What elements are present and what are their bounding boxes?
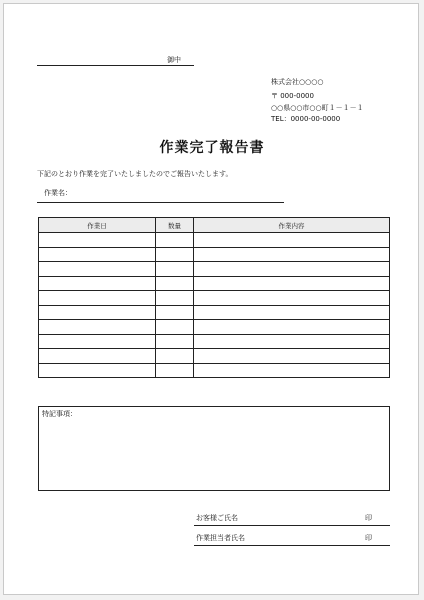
table-row (39, 363, 390, 378)
cell-date[interactable] (39, 262, 156, 277)
cell-content[interactable] (194, 320, 390, 335)
table-header-row (39, 218, 390, 233)
customer-signature-line (194, 525, 390, 526)
cell-content[interactable] (194, 291, 390, 306)
header-quantity: 数量 (156, 218, 194, 233)
cell-content[interactable] (194, 305, 390, 320)
table-row (39, 320, 390, 335)
cell-date[interactable] (39, 320, 156, 335)
remarks-label: 特記事項： (42, 410, 77, 418)
cell-date[interactable] (39, 291, 156, 306)
company-address: ○○県○○市○○町１－１－１ (271, 104, 364, 112)
cell-date[interactable] (39, 349, 156, 364)
table-row (39, 247, 390, 262)
customer-name-label: お客様ご氏名 (196, 514, 238, 522)
cell-content[interactable] (194, 262, 390, 277)
cell-content[interactable] (194, 349, 390, 364)
addressee-suffix: 御中 (167, 56, 181, 64)
cell-date[interactable] (39, 276, 156, 291)
cell-quantity[interactable] (156, 276, 194, 291)
cell-quantity[interactable] (156, 363, 194, 378)
cell-quantity[interactable] (156, 247, 194, 262)
postal-code: 〒 000-0000 (271, 92, 314, 100)
remarks-box[interactable] (38, 406, 390, 491)
cell-content[interactable] (194, 247, 390, 262)
staff-seal-mark: 印 (365, 534, 372, 542)
staff-signature-line (194, 545, 390, 546)
cell-quantity[interactable] (156, 349, 194, 364)
cell-date[interactable] (39, 305, 156, 320)
document-page (3, 3, 419, 595)
staff-name-label: 作業担当者氏名 (196, 534, 245, 542)
cell-quantity[interactable] (156, 291, 194, 306)
cell-quantity[interactable] (156, 305, 194, 320)
work-name-label: 作業名： (44, 189, 72, 197)
table-row (39, 334, 390, 349)
cell-quantity[interactable] (156, 262, 194, 277)
company-tel: TEL：0000-00-0000 (271, 115, 341, 123)
table-row (39, 305, 390, 320)
header-work-content: 作業内容 (194, 218, 390, 233)
cell-quantity[interactable] (156, 233, 194, 248)
customer-seal-mark: 印 (365, 514, 372, 522)
header-work-date: 作業日 (39, 218, 156, 233)
cell-content[interactable] (194, 233, 390, 248)
cell-content[interactable] (194, 334, 390, 349)
cell-date[interactable] (39, 363, 156, 378)
intro-text: 下記のとおり作業を完了いたしましたのでご報告いたします。 (37, 170, 233, 178)
company-name: 株式会社○○○○ (271, 78, 324, 86)
table-row (39, 233, 390, 248)
cell-quantity[interactable] (156, 334, 194, 349)
cell-date[interactable] (39, 334, 156, 349)
table-row (39, 262, 390, 277)
work-name-line (37, 202, 284, 203)
cell-quantity[interactable] (156, 320, 194, 335)
table-row (39, 276, 390, 291)
document-title: 作業完了報告書 (159, 140, 265, 156)
cell-content[interactable] (194, 276, 390, 291)
addressee-line (37, 65, 194, 66)
work-table (38, 217, 390, 378)
cell-date[interactable] (39, 233, 156, 248)
cell-content[interactable] (194, 363, 390, 378)
cell-date[interactable] (39, 247, 156, 262)
table-row (39, 291, 390, 306)
table-row (39, 349, 390, 364)
